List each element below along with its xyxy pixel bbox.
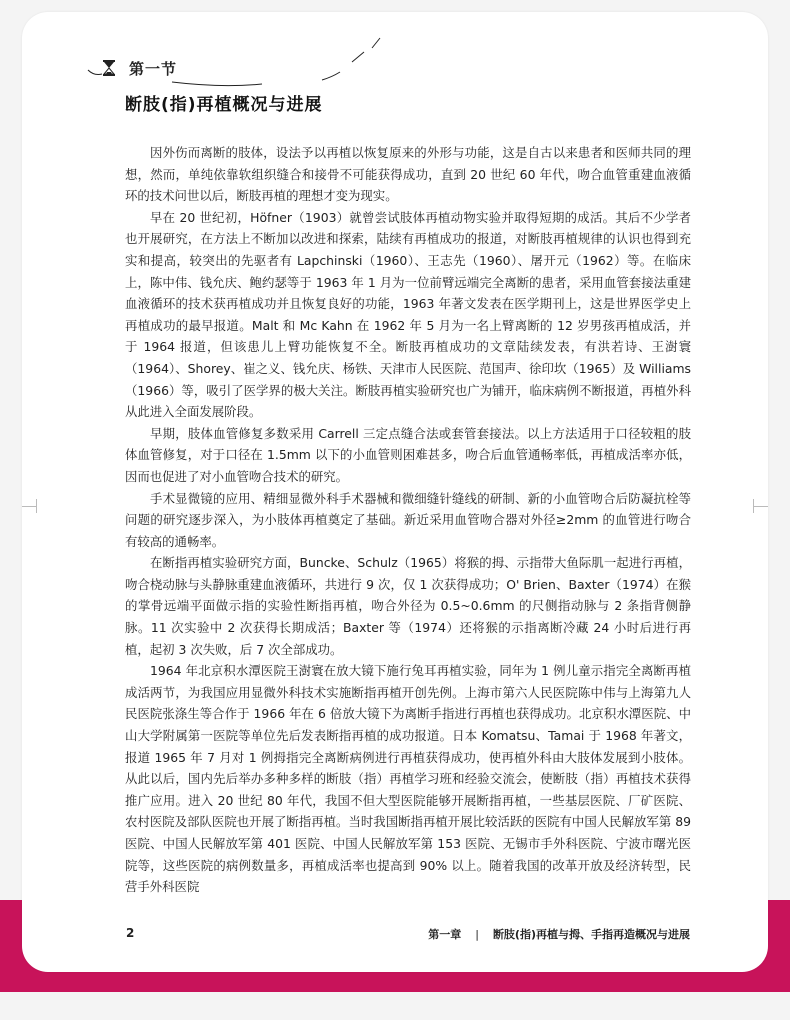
footer-chapter-title: 断肢(指)再植与拇、手指再造概况与进展 [492,928,690,941]
paragraph: 手术显微镜的应用、精细显微外科手术器械和微细缝针缝线的研制、新的小血管吻合后防凝抗栓等问题的研究逐步深入，为小肢体再植奠定了基础。新近采用血管吻合器对外径≥2mm 的血管进行吻合有较高的通畅率。 [125,490,691,549]
crop-mark [754,506,768,507]
paragraph: 早在 20 世纪初，Höfner（1903）就曾尝试肢体再植动物实验并取得短期的成活。其后不少学者也开展研究，在方法上不断加以改进和探索，陆续有再植成功的报道，对断肢再植规律的认识也得到充实和提高，较突出的先驱者有 Lapchinski（1960）、王志先（1960）、屠开元（1962）等。在临床上，陈中伟、钱允庆、鲍约瑟等于 1963 年 1 月为一位前臂远端完全离断的患者，采用血管套接法重建血液循环的技术获再植成功并且恢复良好的功能，1963 年著文发表在医学期刊上，这是世界医学史上再植成功的最早报道。Malt 和 Mc Kahn 在 1962 年 5 月为一名上臂离断的 12 岁男孩再植成活，并于 1964 报道，但该患儿上臂功能恢复不全。断肢再植成功的文章陆续发表，有洪若诗、王澍寰（1964）、Shorey、崔之义、钱允庆、杨铁、天津市人民医院、范国声、徐印坎（1965）及 Williams（1966）等，吸引了医学界的极大关注。断肢再植实验研究也广为铺开，临床病例不断报道，再植外科从此进入全面发展阶段。 [125,209,691,420]
paragraph: 早期，肢体血管修复多数采用 Carrell 三定点缝合法或套管套接法。以上方法适用于口径较粗的肢体血管修复，对于口径在 1.5mm 以下的小血管则困难甚多，吻合后血管通畅率低，再植成活率亦低，因而也促进了对小血管吻合技术的研究。 [125,425,691,484]
crop-mark [22,506,36,507]
crop-mark [753,499,754,513]
book-page [22,12,768,972]
footer-separator: | [475,928,479,941]
body-text [125,142,691,898]
running-footer [428,926,690,942]
footer-chapter-number: 第一章 [428,928,462,941]
paragraph: 1964 年北京积水潭医院王澍寰在放大镜下施行兔耳再植实验，同年为 1 例儿童示指完全离断再植成活两节，为我国应用显微外科技术实施断指再植开创先例。上海市第六人民医院陈中伟与上海第九人民医院张涤生等合作于 1966 年在 6 倍放大镜下为离断手指进行再植也获得成功。北京积水潭医院、中山大学附属第一医院等单位先后发表断指再植的成功报道。日本 Komatsu、Tamai 于 1968 年著文，报道 1965 年 7 月对 1 例拇指完全离断病例进行再植获得成功，使再植外科由大肢体发展到小肢体。从此以后，国内先后举办多种多样的断肢（指）再植学习班和经验交流会，使断肢（指）再植技术获得推广应用。进入 20 世纪 80 年代，我国不但大型医院能够开展断指再植，一些基层医院、厂矿医院、农村医院及部队医院也开展了断指再植。当时我国断指再植开展比较活跃的医院有中国人民解放军第 89 医院、中国人民解放军第 401 医院、中国人民解放军第 153 医院、无锡市手外科医院、宁波市曙光医院等，这些医院的病例数量多，再植成活率也提高到 90% 以上。随着我国的改革开放及经济转型，民营手外科医院 [125,663,691,895]
section-label: 第一节 [129,60,178,78]
page-title: 断肢(指)再植概况与进展 [125,95,323,115]
hourglass-icon [102,60,116,76]
paragraph: 在断指再植实验研究方面，Buncke、Schulz（1965）将猴的拇、示指带大鱼际肌一起进行再植，吻合桡动脉与头静脉重建血液循环，共进行 9 次，仅 1 次获得成功；O' Brien、Baxter（1974）在猴的掌骨远端平面做示指的实验性断指再植，吻合外径为 0.5~0.6mm 的尺侧指动脉与 2 条指背侧静脉。11 次实验中 2 次获得长期成活；Baxter 等（1974）还将猴的示指离断冷藏 24 小时后进行再植，起初 3 次失败，后 7 次全部成功。 [125,555,691,657]
crop-mark [36,499,37,513]
page-number: 2 [126,926,135,940]
paragraph: 因外伤而离断的肢体，设法予以再植以恢复原来的外形与功能，这是自古以来患者和医师共同的理想，然而，单纯依靠软组织缝合和接骨不可能获得成功，直到 20 世纪 60 年代，吻合血管重建血液循环的技术问世以后，断肢再植的理想才变为现实。 [125,145,691,204]
bottom-strip [0,992,790,1020]
